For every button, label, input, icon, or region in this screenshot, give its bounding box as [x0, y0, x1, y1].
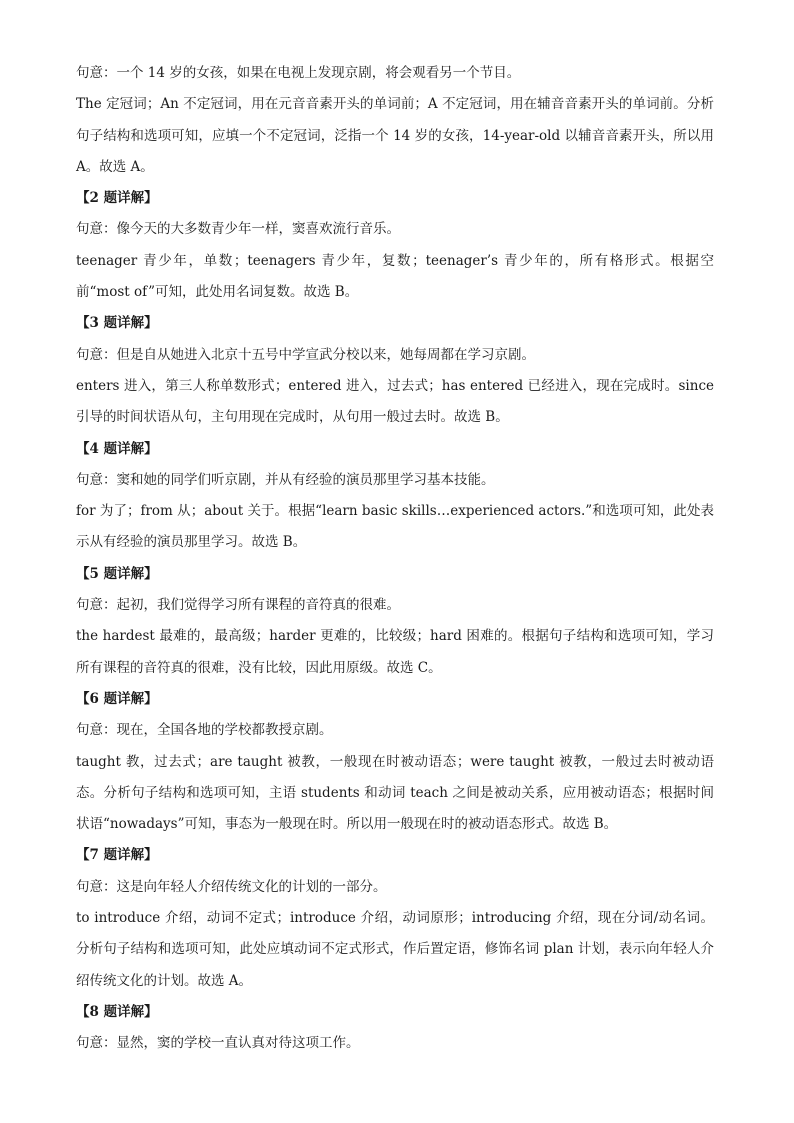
heading-q3: 【3 题详解】 — [76, 315, 158, 332]
translation-line-1: 句意：一个 14 岁的女孩，如果在电视上发现京剧，将会观看另一个节目。 — [76, 65, 521, 81]
translation-line-4: 句意：窦和她的同学们听京剧，并从有经验的演员那里学习基本技能。 — [76, 471, 495, 488]
heading-q2: 【2 题详解】 — [76, 190, 158, 207]
explanation-1: The 定冠词；An 不定冠词，用在元音音素开头的单词前；A 不定冠词，用在辅音音素开头的单词前。分析句子结构和选项可知，应填一个不定冠词，泛指一个 14 岁的女孩，14-year-old 以辅音音素开头，所以用 A。故选 A。 — [76, 96, 714, 175]
explanation-3: enters 进入，第三人称单数形式；entered 进入，过去式；has entered 已经进入，现在完成时。since 引导的时间状语从句，主句用现在完成时，从句用一般过去时。故选 B。 — [76, 377, 714, 426]
explanation-2: teenager 青少年，单数；teenagers 青少年，复数；teenager’s 青少年的，所有格形式。根据空前“most of”可知，此处用名词复数。故选 B。 — [76, 252, 714, 301]
translation-line-5: 句意：起初，我们觉得学习所有课程的音符真的很难。 — [76, 597, 400, 614]
explanation-5: the hardest 最难的，最高级；harder 更难的，比较级；hard 困难的。根据句子结构和选项可知，学习所有课程的音符真的很难，没有比较，因此用原级。故选 C。 — [76, 628, 714, 676]
heading-q6: 【6 题详解】 — [76, 690, 158, 707]
explanation-7: to introduce 介绍，动词不定式；introduce 介绍，动词原形；introducing 介绍，现在分词/动名词。分析句子结构和选项可知，此处应填动词不定式形式，作后置定语，修饰名词 plan 计划，表示向年轻人介绍传统文化的计划。故选 A。 — [76, 910, 714, 989]
explanation-6: taught 教，过去式；are taught 被教，一般现在时被动语态；were taught 被教，一般过去时被动语态。分析句子结构和选项可知，主语 students 和动词 teach 之间是被动关系，应用被动语态；根据时间状语“nowadays”可知，事态为一般现在时。所以用一般现在时的被动语态形式。故选 B。 — [76, 753, 714, 833]
translation-line-8: 句意：显然，窦的学校一直认真对待这项工作。 — [76, 1035, 360, 1052]
document-page — [76, 58, 716, 1060]
heading-q4: 【4 题详解】 — [76, 440, 158, 457]
heading-q8: 【8 题详解】 — [76, 1003, 158, 1020]
heading-q5: 【5 题详解】 — [76, 565, 158, 582]
translation-line-6: 句意：现在，全国各地的学校都教授京剧。 — [76, 722, 333, 739]
heading-q7: 【7 题详解】 — [76, 847, 158, 864]
explanation-4: for 为了；from 从；about 关于。根据“learn basic skills…experienced actors.”和选项可知，此处表示从有经验的演员那里学习。故选 B。 — [76, 503, 714, 551]
translation-line-2: 句意：像今天的大多数青少年一样，窦喜欢流行音乐。 — [76, 221, 400, 238]
translation-line-3: 句意：但是自从她进入北京十五号中学宣武分校以来，她每周都在学习京剧。 — [76, 346, 535, 363]
translation-line-7: 句意：这是向年轻人介绍传统文化的计划的一部分。 — [76, 878, 387, 895]
